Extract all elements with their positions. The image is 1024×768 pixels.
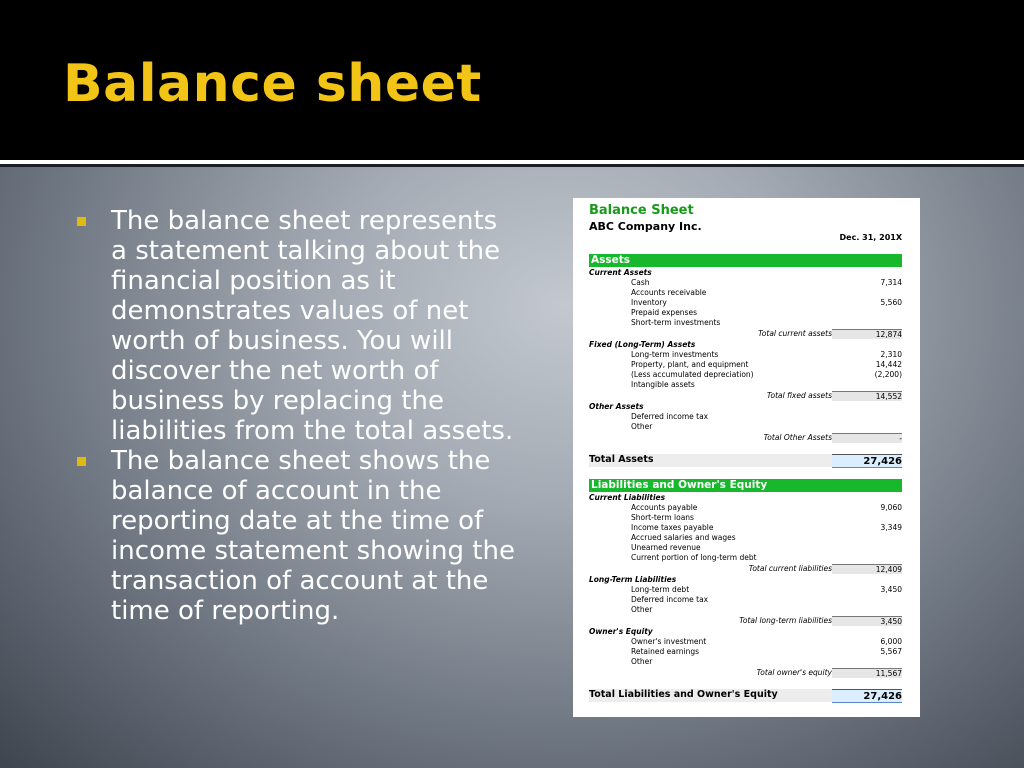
line-value: 6,000 — [880, 637, 902, 646]
line-item: Current portion of long-term debt — [631, 553, 757, 562]
line-item: Accounts receivable — [631, 288, 707, 297]
current-assets-label: Current Assets — [589, 268, 652, 277]
subtotal-label: Total long-term liabilities — [739, 616, 832, 625]
assets-header: Assets — [589, 254, 902, 267]
total-liabilities-value: 27,426 — [832, 689, 902, 703]
line-item: Cash — [631, 278, 650, 287]
bullet-item — [75, 206, 515, 446]
line-item: Unearned revenue — [631, 543, 701, 552]
line-item: Short-term loans — [631, 513, 694, 522]
bullet-text: The balance sheet shows the balance of account in the reporting date at the time of income statement showing the transaction of account at the time of reporting. — [111, 446, 515, 626]
line-item: Other — [631, 605, 653, 614]
line-value: (2,200) — [874, 370, 902, 379]
line-item: Property, plant, and equipment — [631, 360, 749, 369]
total-assets-value: 27,426 — [832, 454, 902, 468]
subtotal-value: - — [832, 433, 902, 443]
longterm-liabilities-label: Long-Term Liabilities — [589, 575, 677, 584]
line-item: Inventory — [631, 298, 667, 307]
line-item: Prepaid expenses — [631, 308, 697, 317]
square-bullet-icon — [77, 457, 86, 466]
line-item: Long-term investments — [631, 350, 719, 359]
line-item: Retained earnings — [631, 647, 700, 656]
subtotal-label: Total fixed assets — [766, 391, 832, 400]
doc-date: Dec. 31, 201X — [839, 233, 902, 242]
line-value: 5,560 — [880, 298, 902, 307]
owners-equity-label: Owner's Equity — [589, 627, 653, 636]
line-value: 14,442 — [875, 360, 902, 369]
square-bullet-icon — [77, 217, 86, 226]
line-value: 3,349 — [880, 523, 902, 532]
doc-company: ABC Company Inc. — [589, 220, 702, 233]
subtotal-label: Total Other Assets — [763, 433, 832, 442]
current-liabilities-label: Current Liabilities — [589, 493, 666, 502]
title-divider-shadow — [0, 164, 1024, 167]
liabilities-header: Liabilities and Owner's Equity — [589, 479, 902, 492]
line-item: Income taxes payable — [631, 523, 714, 532]
line-item: Other — [631, 657, 653, 666]
subtotal-label: Total current assets — [758, 329, 832, 338]
bullet-text: The balance sheet represents a statement talking about the financial position as it demonstrates values of net worth of business. You will discover the net worth of business by replacing the liabilities from the total assets. — [111, 206, 514, 446]
subtotal-value: 12,874 — [832, 329, 902, 339]
line-item: Intangible assets — [631, 380, 695, 389]
balance-sheet-image — [573, 198, 920, 717]
line-value: 3,450 — [880, 585, 902, 594]
line-item: Short-term investments — [631, 318, 721, 327]
subtotal-value: 3,450 — [832, 616, 902, 626]
line-value: 2,310 — [880, 350, 902, 359]
subtotal-value: 11,567 — [832, 668, 902, 678]
line-item: Owner's investment — [631, 637, 707, 646]
line-item: Other — [631, 422, 653, 431]
fixed-assets-label: Fixed (Long-Term) Assets — [589, 340, 696, 349]
slide-title: Balance sheet — [63, 54, 482, 114]
line-value: 7,314 — [880, 278, 902, 287]
bullet-list — [75, 206, 515, 626]
line-item: Long-term debt — [631, 585, 690, 594]
line-item: Accounts payable — [631, 503, 698, 512]
doc-title: Balance Sheet — [589, 203, 694, 218]
line-item: Accrued salaries and wages — [631, 533, 736, 542]
subtotal-label: Total owner's equity — [756, 668, 832, 677]
line-item: Deferred income tax — [631, 412, 709, 421]
total-liabilities-label: Total Liabilities and Owner's Equity — [589, 689, 778, 700]
line-item: Deferred income tax — [631, 595, 709, 604]
line-item: (Less accumulated depreciation) — [631, 370, 754, 379]
subtotal-value: 14,552 — [832, 391, 902, 401]
bullet-item — [75, 446, 515, 626]
other-assets-label: Other Assets — [589, 402, 644, 411]
subtotal-label: Total current liabilities — [748, 564, 832, 573]
line-value: 5,567 — [880, 647, 902, 656]
line-value: 9,060 — [880, 503, 902, 512]
subtotal-value: 12,409 — [832, 564, 902, 574]
total-assets-label: Total Assets — [589, 454, 654, 465]
